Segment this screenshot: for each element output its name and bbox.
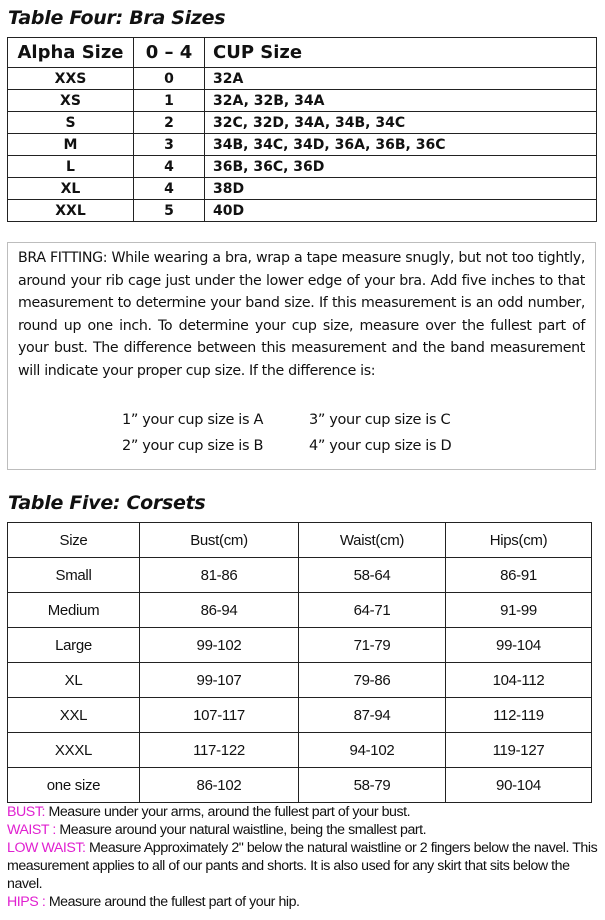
cup-size-cell: 32C, 32D, 34A, 34B, 34C — [205, 112, 597, 134]
size-cell: Small — [8, 558, 140, 593]
corset-size-table — [7, 522, 592, 803]
bust-cell: 99-107 — [140, 663, 299, 698]
waist-cell: 94-102 — [299, 733, 446, 768]
header-number-size: 0 – 4 — [134, 38, 205, 68]
definition-item — [7, 821, 602, 839]
table-header-row — [8, 523, 592, 558]
definition-term: HIPS — [7, 894, 39, 910]
definition-separator: : — [48, 822, 60, 838]
waist-cell: 87-94 — [299, 698, 446, 733]
definition-term: WAIST — [7, 822, 49, 838]
cup-size-cell: 36B, 36C, 36D — [205, 156, 597, 178]
number-size-cell: 1 — [134, 90, 205, 112]
bra-fitting-box — [7, 242, 596, 470]
definition-term: LOW WAIST — [7, 840, 83, 856]
size-cell: one size — [8, 768, 140, 803]
size-cell: Large — [8, 628, 140, 663]
alpha-size-cell: S — [8, 112, 134, 134]
table-row — [8, 178, 597, 200]
table-five-title: Table Five: Corsets — [8, 492, 206, 514]
table-four-title: Table Four: Bra Sizes — [8, 7, 226, 29]
number-size-cell: 0 — [134, 68, 205, 90]
definition-term: BUST — [7, 804, 42, 820]
waist-cell: 79-86 — [299, 663, 446, 698]
table-row — [8, 628, 592, 663]
definition-text: Measure under your arms, around the fullest part of your bust. — [48, 804, 411, 820]
table-row — [8, 558, 592, 593]
header-hips: Hips(cm) — [446, 523, 592, 558]
cup-rule: 4” your cup size is D — [309, 438, 452, 454]
number-size-cell: 4 — [134, 156, 205, 178]
alpha-size-cell: XXL — [8, 200, 134, 222]
bust-cell: 81-86 — [140, 558, 299, 593]
table-header-row — [8, 38, 597, 68]
hips-cell: 104-112 — [446, 663, 592, 698]
measurement-definitions — [7, 803, 602, 911]
size-cell: XL — [8, 663, 140, 698]
header-size: Size — [8, 523, 140, 558]
table-row — [8, 200, 597, 222]
hips-cell: 91-99 — [446, 593, 592, 628]
definition-item — [7, 893, 602, 911]
cup-size-cell: 32A, 32B, 34A — [205, 90, 597, 112]
header-alpha-size: Alpha Size — [8, 38, 134, 68]
table-row — [8, 768, 592, 803]
hips-cell: 99-104 — [446, 628, 592, 663]
cup-rule: 2” your cup size is B — [122, 438, 264, 454]
header-waist: Waist(cm) — [299, 523, 446, 558]
waist-cell: 71-79 — [299, 628, 446, 663]
cup-size-rules — [122, 409, 509, 457]
definition-separator: : — [82, 840, 90, 856]
cup-size-cell: 32A — [205, 68, 597, 90]
alpha-size-cell: XL — [8, 178, 134, 200]
bust-cell: 86-94 — [140, 593, 299, 628]
waist-cell: 64-71 — [299, 593, 446, 628]
hips-cell: 119-127 — [446, 733, 592, 768]
size-cell: Medium — [8, 593, 140, 628]
bust-cell: 107-117 — [140, 698, 299, 733]
cup-size-cell: 34B, 34C, 34D, 36A, 36B, 36C — [205, 134, 597, 156]
cup-rule: 1” your cup size is A — [122, 412, 264, 428]
definition-separator: : — [38, 894, 49, 910]
hips-cell: 90-104 — [446, 768, 592, 803]
table-row — [8, 733, 592, 768]
hips-cell: 112-119 — [446, 698, 592, 733]
number-size-cell: 5 — [134, 200, 205, 222]
definition-text: Measure around the fullest part of your hip. — [48, 894, 300, 910]
cup-size-cell: 38D — [205, 178, 597, 200]
cup-size-cell: 40D — [205, 200, 597, 222]
definition-item — [7, 803, 602, 821]
alpha-size-cell: L — [8, 156, 134, 178]
hips-cell: 86-91 — [446, 558, 592, 593]
waist-cell: 58-64 — [299, 558, 446, 593]
table-row — [8, 663, 592, 698]
table-row — [8, 112, 597, 134]
definition-text: Measure around your natural waistline, being the smallest part. — [59, 822, 427, 838]
definition-separator: : — [41, 804, 49, 820]
number-size-cell: 4 — [134, 178, 205, 200]
table-row — [8, 698, 592, 733]
bra-fitting-text: BRA FITTING: While wearing a bra, wrap a tape measure snugly, but not too tightly, around your rib cage just under the lower edge of your bra. Add five inches to that measurement to determine your band size. If this measurement is an odd number, round up one inch. To determine your cup size, measure over the fullest part of your bust. The difference between this measurement and the band measurement will indicate your proper cup size. If the difference is: — [18, 250, 585, 379]
table-row — [8, 134, 597, 156]
cup-rule: 3” your cup size is C — [309, 412, 451, 428]
definition-item — [7, 839, 602, 893]
table-row — [8, 593, 592, 628]
header-cup-size: CUP Size — [205, 38, 597, 68]
alpha-size-cell: M — [8, 134, 134, 156]
number-size-cell: 2 — [134, 112, 205, 134]
table-row — [8, 68, 597, 90]
alpha-size-cell: XXS — [8, 68, 134, 90]
number-size-cell: 3 — [134, 134, 205, 156]
size-cell: XXL — [8, 698, 140, 733]
alpha-size-cell: XS — [8, 90, 134, 112]
definition-text: Measure Approximately 2" below the natural waistline or 2 fingers below the navel. This measurement applies to all of our pants and shorts. It is also used for any skirt that sits below the navel. — [7, 840, 598, 892]
size-cell: XXXL — [8, 733, 140, 768]
bust-cell: 86-102 — [140, 768, 299, 803]
bra-size-table — [7, 37, 597, 222]
bust-cell: 117-122 — [140, 733, 299, 768]
waist-cell: 58-79 — [299, 768, 446, 803]
header-bust: Bust(cm) — [140, 523, 299, 558]
table-row — [8, 156, 597, 178]
table-row — [8, 90, 597, 112]
bust-cell: 99-102 — [140, 628, 299, 663]
